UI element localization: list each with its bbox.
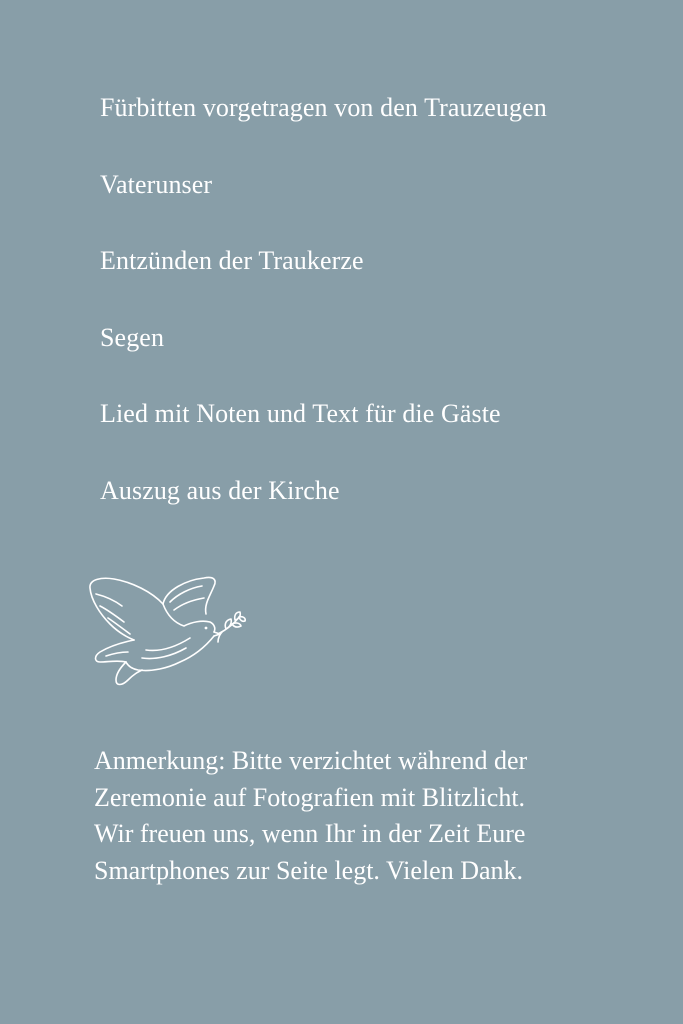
program-item-vaterunser: Vaterunser [100,169,213,199]
note-line: Wir freuen uns, wenn Ihr in der Zeit Eure [94,819,526,848]
note-line: Anmerkung: Bitte verzichtet während der [94,746,528,775]
photography-note [94,743,664,889]
program-item-auszug: Auszug aus der Kirche [100,475,340,505]
program-item-traukerze: Entzünden der Traukerze [100,246,364,276]
program-list [100,88,660,548]
program-item-segen: Segen [100,322,165,352]
note-line: Zeremonie auf Fotografien mit Blitzlicht. [94,782,526,812]
note-line: Smartphones zur Seite legt. Vielen Dank. [94,855,524,885]
dove-with-olive-branch-icon [86,572,246,694]
program-item-lied: Lied mit Noten und Text für die Gäste [100,399,501,429]
program-item-fuerbitten: Fürbitten vorgetragen von den Trauzeugen [100,93,547,122]
